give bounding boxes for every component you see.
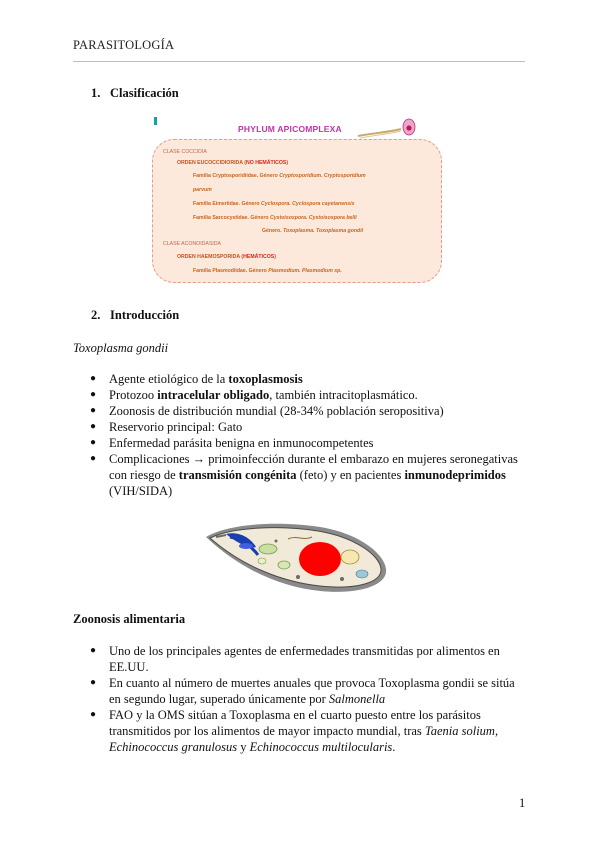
classification-figure: [150, 113, 446, 285]
order-eucoccidiorida: ORDEN EUCOCCIDIORIDA (NO HEMÁTICOS): [177, 160, 289, 166]
section-zoonosis-heading: [73, 612, 185, 627]
zoonosis-bullet-list: [90, 643, 529, 755]
toxoplasma-cell-mini-icon: [356, 117, 418, 141]
list-item: ● Agente etiológico de la toxoplasmosis: [90, 372, 303, 386]
section-number: 1.: [91, 86, 101, 100]
list-item: ● Reservorio principal: Gato: [90, 420, 243, 434]
list-item: ● Complicaciones → primoinfección durante el embarazo en mujeres seronegativas con riesgo de transmisión congénita (feto) y en pacientes inmunodeprimidos (VIH/SIDA): [90, 452, 518, 498]
family-cryptosporidiidae: Familia Cryptosporidiidae. Género Cryptosporidium. Cryptosporidium: [193, 173, 366, 179]
section-title: Clasificación: [110, 86, 179, 100]
list-item: ● FAO y la OMS sitúan a Toxoplasma en el cuarto puesto entre los parásitos transmitidos por los alimentos de mayor impacto mundial, tras Taenia solium, Echinococcus granulosus y Echinococcus multilocularis.: [90, 708, 499, 754]
list-item: ● Enfermedad parásita benigna en inmunocompetentes: [90, 436, 374, 450]
class-coccidia: CLASE COCCIDIA: [163, 149, 207, 155]
section-title: Introducción: [110, 308, 180, 322]
figure-title: PHYLUM APICOMPLEXA: [238, 124, 342, 134]
organism-name: Toxoplasma gondii: [73, 341, 169, 355]
family-sarcocystidae: Familia Sarcocystidae. Género Cystoisospora. Cystoisospora belli: [193, 215, 357, 221]
list-item: ● Uno de los principales agentes de enfermedades transmitidas por alimentos en EE.UU.: [90, 644, 500, 674]
header-divider: [73, 61, 525, 62]
figure-marker: [154, 117, 157, 125]
toxoplasma-cell-illustration: [200, 519, 390, 597]
list-item: ● En cuanto al número de muertes anuales que provoca Toxoplasma gondii se sitúa en segundo lugar, superado únicamente por Salmonella: [90, 676, 515, 706]
order-haemosporida: ORDEN HAEMOSPORIDA (HEMÁTICOS): [177, 254, 276, 260]
section-introduction-heading: [91, 308, 179, 323]
list-item: ● Zoonosis de distribución mundial (28-34% población seropositiva): [90, 404, 444, 418]
family-eimeriidae: Familia Eimeriidae. Género Cyclospora. Cyclospora cayetanensis: [193, 201, 355, 207]
family-plasmodiidae: Familia Plasmodiidae. Género Plasmodium. Plasmodium sp.: [193, 268, 342, 274]
section-title: Zoonosis alimentaria: [73, 612, 186, 626]
section-classification-heading: [91, 86, 179, 101]
page-number: 1: [519, 796, 526, 810]
intro-bullet-list: [90, 371, 529, 499]
species-parvum: parvum: [193, 187, 212, 193]
class-aconoidasida: CLASE ACONOIDASIDA: [163, 241, 221, 247]
section-number: 2.: [91, 308, 101, 322]
page-header-title: PARASITOLOGÍA: [73, 38, 175, 52]
list-item: ● Protozoo intracelular obligado, también intracitoplasmático.: [90, 388, 418, 402]
genus-toxoplasma: Género. Toxoplasma. Toxoplasma gondii: [262, 228, 364, 234]
